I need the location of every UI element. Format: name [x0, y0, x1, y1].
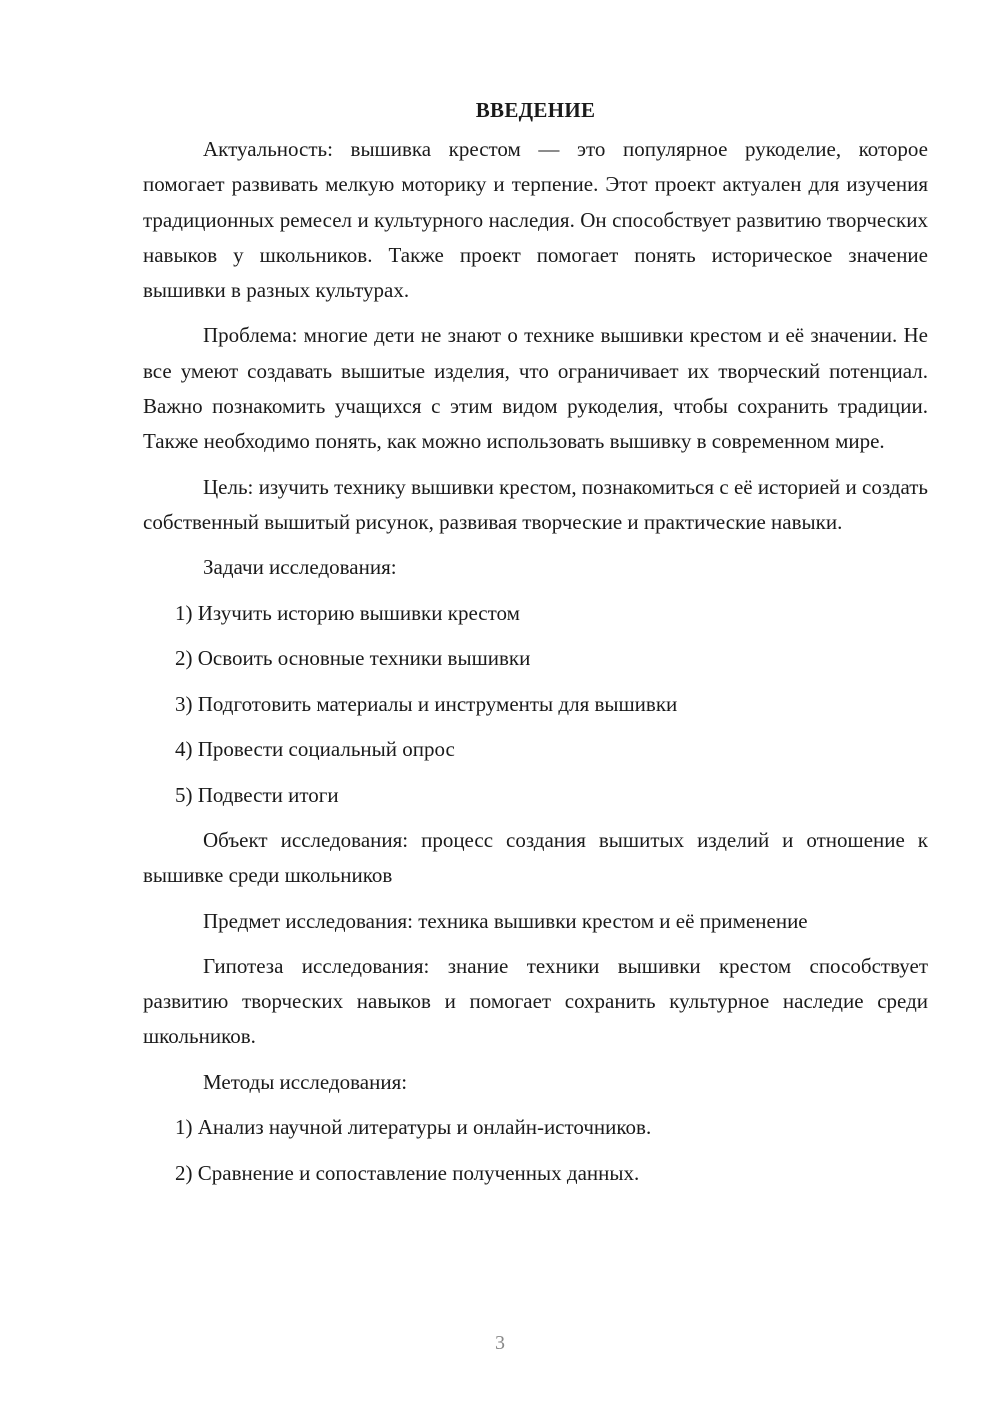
task-item: 2) Освоить основные техники вышивки — [175, 646, 531, 671]
task-item: 1) Изучить историю вышивки крестом — [175, 600, 520, 625]
task-item: 5) Подвести итоги — [175, 782, 339, 807]
document-page — [143, 92, 928, 1201]
subject-paragraph: Предмет исследования: техника вышивки крестом и её применение — [203, 908, 808, 933]
tasks-heading: Задачи исследования: — [203, 555, 397, 580]
hypothesis-paragraph: Гипотеза исследования: знание техники вышивки крестом способствует развитию творческих навыков и помогает сохранить культурное наследие среди школьников. — [143, 953, 928, 1049]
method-item: 2) Сравнение и сопоставление полученных данных. — [175, 1160, 640, 1185]
section-title: ВВЕДЕНИЕ — [475, 98, 596, 122]
relevance-paragraph: Актуальность: вышивка крестом — это популярное рукоделие, которое помогает развивать мелкую моторику и терпение. Этот проект актуален для изучения традиционных ремесел и культурного наследия. Он способствует развитию творческих навыков у школьников. Также проект помогает понять историческое значение вышивки в разных культурах. — [143, 137, 928, 303]
method-item: 1) Анализ научной литературы и онлайн-источников. — [175, 1115, 652, 1140]
page-number: 3 — [495, 1332, 505, 1354]
object-paragraph: Объект исследования: процесс создания вышитых изделий и отношение к вышивке среди школьников — [143, 827, 928, 888]
methods-heading: Методы исследования: — [203, 1069, 408, 1094]
problem-paragraph: Проблема: многие дети не знают о технике вышивки крестом и её значении. Не все умеют создавать вышитые изделия, что ограничивает их творческий потенциал. Важно познакомить учащихся с этим видом рукоделия, чтобы сохранить традиции. Также необходимо понять, как можно использовать вышивку в современном мире. — [143, 323, 928, 454]
task-item: 4) Провести социальный опрос — [175, 737, 455, 762]
goal-paragraph: Цель: изучить технику вышивки крестом, познакомиться с её историей и создать собственный вышитый рисунок, развивая творческие и практические навыки. — [143, 474, 928, 534]
task-item: 3) Подготовить материалы и инструменты для вышивки — [175, 691, 678, 716]
